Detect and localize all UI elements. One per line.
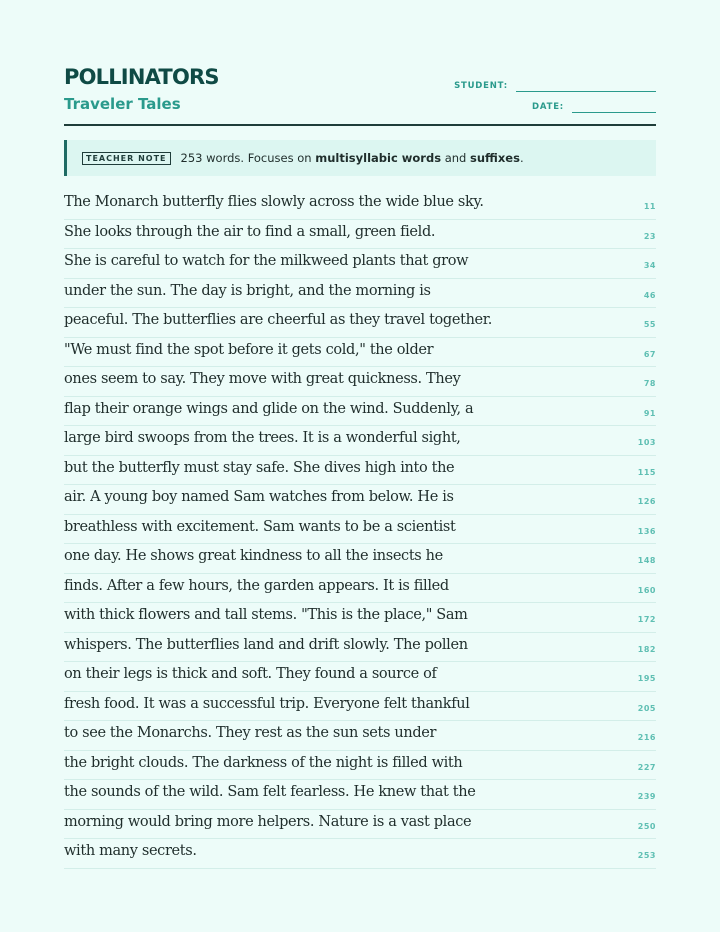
cumulative-word-count: 23 [643,231,656,241]
note-text-suffix: . [519,151,524,165]
passage-line [64,220,656,250]
passage-line [64,190,656,220]
cumulative-word-count: 182 [637,644,656,654]
cumulative-word-count: 239 [637,792,656,801]
passage-line-text: ones seem to say. They move with great quickness. They [64,371,461,387]
cumulative-word-count: 160 [637,585,656,595]
cumulative-word-count: 195 [637,674,656,683]
passage-line-text: finds. After a few hours, the garden appears. It is filled [64,577,449,594]
teacher-note-tag: TEACHER NOTE [82,152,171,165]
passage-line [64,279,656,309]
passage-line-text: large bird swoops from the trees. It is a wonderful sight, [64,430,461,446]
passage-line [64,662,656,692]
cumulative-word-count: 11 [643,202,656,211]
cumulative-word-count: 34 [643,261,656,270]
passage-line-text: with many secrets. [64,843,197,859]
date-label: DATE: [532,102,564,112]
passage-line-text: She looks through the air to find a small, green field. [64,223,436,240]
passage-line-text: the sounds of the wild. Sam felt fearless. He knew that the [64,784,476,800]
passage-line [64,603,656,633]
page-title: POLLINATORS [64,65,219,89]
date-blank[interactable] [572,101,656,113]
passage-line [64,544,656,574]
note-bold-multisyllabic: multisyllabic words [315,151,442,165]
passage-line [64,426,656,456]
teacher-note [64,140,656,176]
cumulative-word-count: 136 [637,526,656,536]
cumulative-word-count: 205 [637,703,656,713]
passage-line-text: "We must find the spot before it gets cold," the older [64,341,434,358]
passage-line [64,780,656,810]
note-bold-suffixes: suffixes [470,151,520,165]
passage-line-text: air. A young boy named Sam watches from below. He is [64,489,454,505]
passage-line-text: the bright clouds. The darkness of the night is filled with [64,754,463,771]
passage-line [64,397,656,427]
passage-line [64,249,656,279]
passage-line-text: flap their orange wings and glide on the wind. Suddenly, a [64,400,474,417]
cumulative-word-count: 148 [637,556,656,565]
passage-line [64,456,656,486]
cumulative-word-count: 115 [637,467,656,477]
page-subtitle: Traveler Tales [64,95,181,113]
cumulative-word-count: 67 [643,349,656,359]
passage-line [64,574,656,604]
passage-line [64,515,656,545]
passage-line-text: with thick flowers and tall stems. "This is the place," Sam [64,607,468,623]
passage-line-text: peaceful. The butterflies are cheerful as they travel together. [64,312,493,328]
passage-line-text: to see the Monarchs. They rest as the sun sets under [64,725,437,741]
cumulative-word-count: 46 [643,290,656,300]
cumulative-word-count: 126 [637,497,656,506]
passage-line [64,338,656,368]
cumulative-word-count: 55 [643,320,656,329]
worksheet-header [64,62,656,126]
passage-line-text: fresh food. It was a successful trip. Everyone felt thankful [64,695,470,712]
passage-line [64,367,656,397]
student-name-blank[interactable] [516,80,656,92]
passage-line-text: morning would bring more helpers. Nature is a vast place [64,813,472,830]
note-text-prefix: 253 words. Focuses on [180,151,316,165]
passage-line [64,485,656,515]
passage-line-text: but the butterfly must stay safe. She dives high into the [64,459,455,476]
student-label: STUDENT: [454,81,508,91]
passage-line-text: The Monarch butterfly flies slowly across the wide blue sky. [64,194,484,210]
passage-line [64,810,656,840]
student-field [454,80,656,92]
passage-line [64,692,656,722]
cumulative-word-count: 227 [637,762,656,772]
date-field [532,101,656,113]
passage-line-text: on their legs is thick and soft. They found a source of [64,666,437,682]
teacher-note-text [181,151,524,165]
note-text-mid: and [441,151,471,165]
passage-line-text: under the sun. The day is bright, and the morning is [64,282,431,299]
reading-passage [64,190,656,869]
cumulative-word-count: 172 [637,615,656,624]
cumulative-word-count: 216 [637,733,656,742]
passage-line [64,839,656,869]
cumulative-word-count: 253 [637,851,656,860]
cumulative-word-count: 78 [643,379,656,388]
passage-line-text: whispers. The butterflies land and drift slowly. The pollen [64,636,468,653]
cumulative-word-count: 91 [643,408,656,418]
passage-line-text: She is careful to watch for the milkweed plants that grow [64,253,469,269]
cumulative-word-count: 250 [637,821,656,831]
passage-line [64,308,656,338]
passage-line-text: one day. He shows great kindness to all the insects he [64,548,443,564]
passage-line [64,633,656,663]
cumulative-word-count: 103 [637,438,656,447]
passage-line [64,721,656,751]
passage-line-text: breathless with excitement. Sam wants to be a scientist [64,518,456,535]
passage-line [64,751,656,781]
